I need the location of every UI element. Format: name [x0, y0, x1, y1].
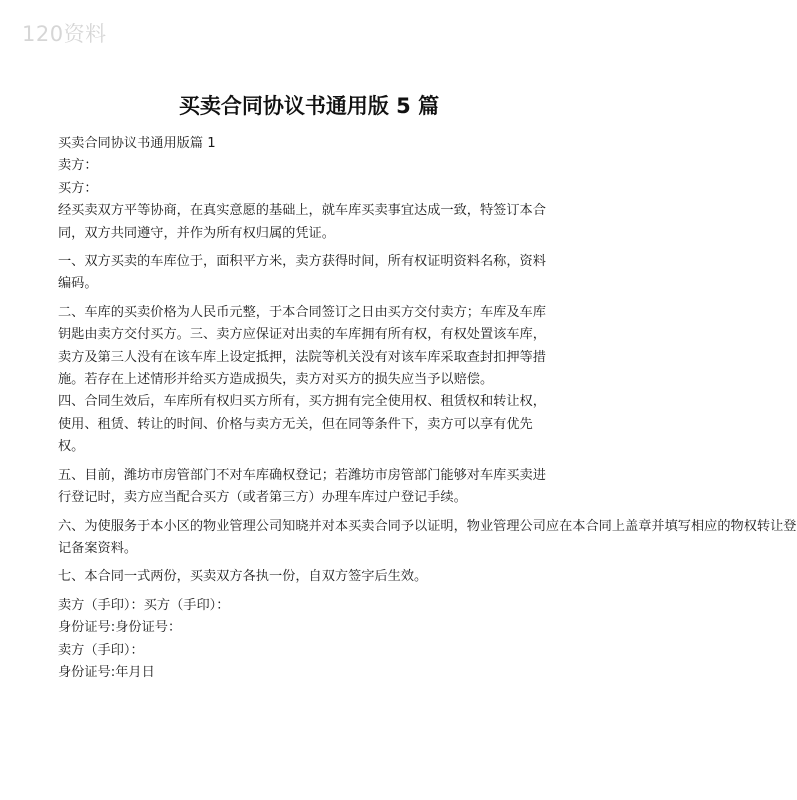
watermark: 120资料: [22, 22, 107, 46]
seller-label: 卖方：: [58, 158, 98, 174]
clause-7: 七、本合同一式两份，买卖双方各执一份，自双方签字后生效。: [58, 569, 428, 585]
intro-paragraph: 经买卖双方平等协商，在真实意愿的基础上，就车库买卖事宜达成一致，特签订本合同，双方共同遵守，并作为所有权归属的凭证。: [58, 203, 546, 241]
signature-line-4: 身份证号:年月日: [58, 664, 155, 680]
clause-6-line-1: 六、为使服务于本小区的物业管理公司知晓并对本买卖合同予以证明，物业管理公司应在本合同上盖章并填写相应的物权转让登: [58, 518, 797, 534]
signature-line-2: 身份证号:身份证号：: [58, 620, 182, 636]
clause-5: 五、目前，潍坊市房管部门不对车库确权登记；若潍坊市房管部门能够对车库买卖进行登记时，卖方应当配合买方（或者第三方）办理车库过户登记手续。: [58, 467, 546, 506]
clause-4: 四、合同生效后，车库所有权归买方所有，买方拥有完全使用权、租赁权和转让权，使用、租赁、转让的时间、价格与卖方无关，但在同等条件下，卖方可以享有优先权。: [58, 394, 546, 455]
document-body: [58, 133, 797, 684]
clause-1: 一、双方买卖的车库位于，面积平方米，卖方获得时间，所有权证明资料名称，资料编码。: [58, 254, 546, 292]
clause-2-3: 二、车库的买卖价格为人民币元整，于本合同签订之日由买方交付卖方；车库及车库钥匙由卖方交付买方。三、卖方应保证对出卖的车库拥有所有权，有权处置该车库，卖方及第三人没有在该车库上设定抵押，法院等机关没有对该车库采取查封扣押等措施。若存在上述情形并给买方造成损失，卖方对买方的损失应当予以赔偿。: [58, 304, 546, 388]
signature-line-1: 卖方（手印）：买方（手印）：: [58, 597, 230, 613]
signature-line-3: 卖方（手印）：: [58, 642, 144, 658]
clause-6-line-2: 记备案资料。: [58, 540, 138, 556]
section-heading: 买卖合同协议书通用版篇 1: [58, 136, 216, 151]
document-title: 买卖合同协议书通用版 5 篇: [178, 94, 440, 118]
buyer-label: 买方：: [58, 180, 98, 196]
clause-6: [58, 516, 797, 561]
